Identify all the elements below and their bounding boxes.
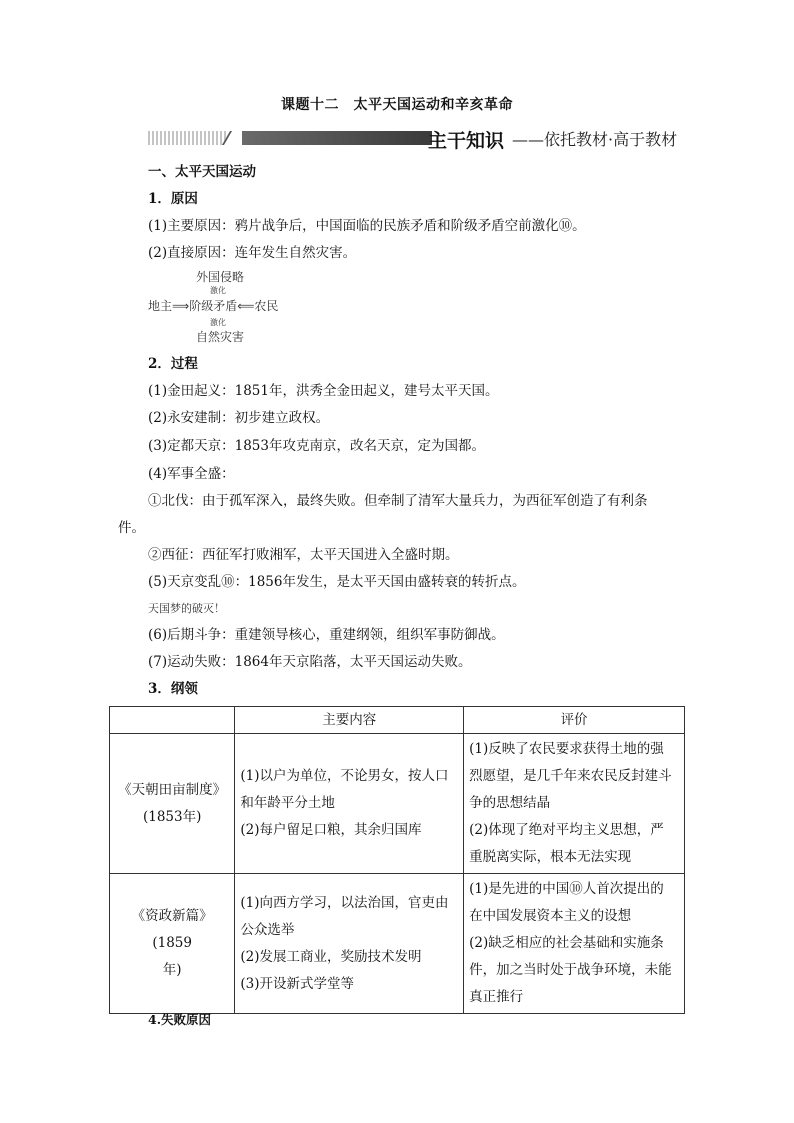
process-5: (5)天京变乱⑩：1856年发生，是太平天国由盛转衰的转折点。 [148, 574, 526, 590]
subheading-causes: 1．原因 [148, 191, 198, 207]
cell-text: (1853年) [142, 808, 202, 825]
diagram-top-arrow-label: 激化 [210, 286, 226, 295]
process-4b: ②西征：西征军打败湘军，太平天国进入全盛时期。 [148, 547, 459, 563]
cell-text: 《天朝田亩制度》 [118, 781, 227, 798]
cell-text: (1)以户为单位，不论男女，按人口 [240, 768, 449, 784]
banner-dashes [148, 131, 226, 145]
table-cell-content [235, 734, 464, 874]
table-row [110, 734, 685, 874]
process-1: (1)金田起义：1851年，洪秀全金田起义，建号太平天国。 [148, 383, 499, 399]
table-header-cell: 主要内容 [235, 707, 464, 734]
table-cell-eval [464, 874, 685, 1014]
cell-text: 件，加之当时处于战争环境，未能 [469, 962, 672, 978]
cell-text: (2)体现了绝对平均主义思想，严 [469, 822, 664, 838]
table-header-cell: 评价 [464, 707, 685, 734]
cell-text: 年) [162, 962, 182, 978]
cell-text: 烈愿望，是几千年来农民反封建斗 [469, 768, 672, 784]
subheading-failure: 4.失败原因 [148, 1012, 212, 1027]
cause-1: (1)主要原因：鸦片战争后，中国面临的民族矛盾和阶级矛盾空前激化⑩。 [148, 218, 586, 234]
cause-2: (2)直接原因：连年发生自然灾害。 [148, 245, 357, 261]
cell-text: 《资政新篇》(1859 [131, 908, 213, 951]
cell-text: (1)向西方学习，以法治国，官吏由 [240, 894, 449, 911]
section-heading: 一、太平天国运动 [148, 164, 256, 180]
cell-text: 和年龄平分土地 [240, 795, 335, 811]
table-cell-eval [464, 734, 685, 874]
process-4a-line2: 件。 [118, 520, 145, 536]
program-table [109, 706, 685, 1014]
process-6: (6)后期斗争：重建领导核心，重建纲领，组织军事防御战。 [148, 627, 505, 643]
cell-text: 重脱离实际，根本无法实现 [469, 849, 632, 865]
handwritten-note: 天国梦的破灭！ [148, 602, 225, 615]
cell-text: (2)发展工商业，奖励技术发明 [240, 948, 422, 965]
table-row [110, 874, 685, 1014]
cell-text: 真正推行 [469, 989, 524, 1005]
table-cell-name [110, 874, 235, 1014]
process-7: (7)运动失败：1864年天京陷落，太平天国运动失败。 [148, 654, 472, 670]
table-header-cell [110, 707, 235, 734]
cell-text: 公众选举 [240, 921, 295, 938]
cell-text: (3)开设新式学堂等 [240, 975, 354, 992]
banner-sub-text: ——依托教材·高于教材 [512, 130, 678, 149]
diagram-top: 外国侵略 [196, 270, 245, 284]
subheading-process: 2．过程 [148, 356, 198, 372]
process-4a-line1: ①北伐：由于孤军深入，最终失败。但牵制了清军大量兵力，为西征军创造了有利条 [148, 493, 648, 509]
process-3: (3)定都天京：1853年攻克南京，改名天京，定为国都。 [148, 438, 485, 454]
banner-main-text: 主干知识 [428, 130, 505, 152]
cell-text: (2)缺乏相应的社会基础和实施条 [469, 935, 664, 951]
table-header-row [110, 707, 685, 734]
section-banner [148, 126, 678, 152]
cell-text: 争的思想结晶 [469, 795, 551, 811]
process-4: (4)军事全盛： [148, 466, 235, 482]
page-title: 课题十二 太平天国运动和辛亥革命 [281, 97, 513, 113]
cell-text: 在中国发展资本主义的设想 [469, 908, 632, 924]
cell-text: (1)是先进的中国⑩人首次提出的 [469, 881, 664, 897]
diagram-bottom-arrow-label: 激化 [210, 318, 226, 327]
table-cell-content [235, 874, 464, 1014]
subheading-program: 3．纲领 [148, 681, 198, 697]
banner-bar [242, 131, 432, 145]
process-2: (2)永安建制：初步建立政权。 [148, 410, 330, 426]
diagram-bottom: 自然灾害 [196, 330, 245, 344]
diagram-middle: 地主⟹阶级矛盾⟸农民 [148, 299, 279, 313]
cell-text: (2)每户留足口粮，其余归国库 [240, 822, 422, 838]
table-cell-name [110, 734, 235, 874]
cell-text: (1)反映了农民要求获得土地的强 [469, 741, 664, 757]
